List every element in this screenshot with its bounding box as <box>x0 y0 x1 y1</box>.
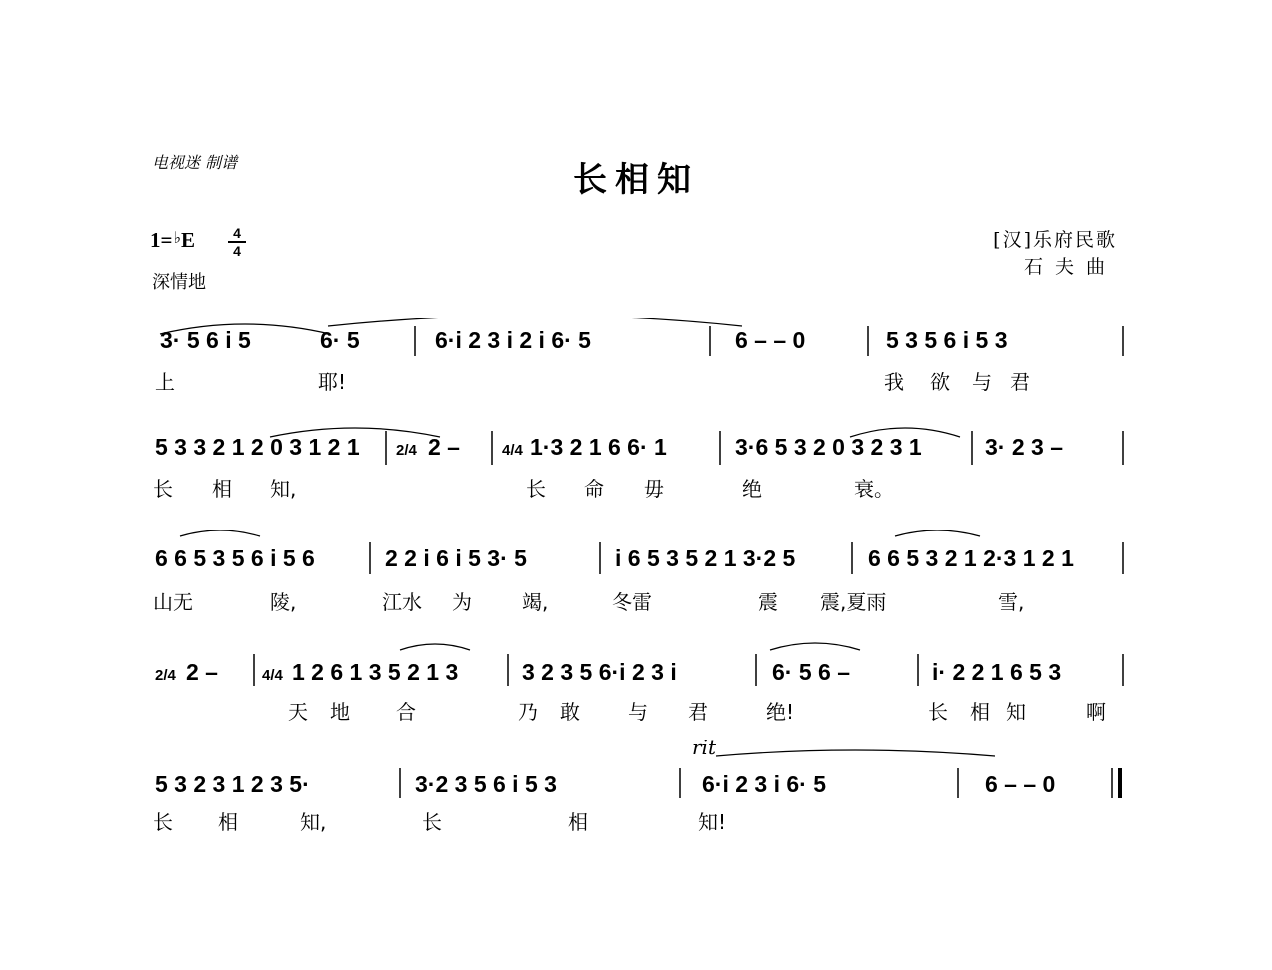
note-group: 3·6 5 3 2 0 3 2 3 1 <box>735 434 922 460</box>
note-group: 1 2 6 1 3 5 2 1 3 <box>292 659 459 685</box>
slur <box>328 318 742 326</box>
lyric: 竭, <box>522 590 549 614</box>
note-group: 6·i 2 3 i 2 i 6· 5 <box>435 327 591 353</box>
lyric: 与 <box>628 700 648 724</box>
notation-line <box>150 530 1125 578</box>
notation-svg-5 <box>150 740 1125 800</box>
lyric: 命 <box>584 477 604 501</box>
lyrics-line <box>150 806 1125 846</box>
staff-row-4 <box>150 640 1125 740</box>
time-change: 2/4 <box>155 667 176 684</box>
lyric: 相 <box>970 700 990 724</box>
lyric: 我 <box>884 370 904 394</box>
composer: 石夫曲 <box>1023 256 1117 278</box>
lyric: 地 <box>330 700 350 724</box>
note-group: 3 2 3 5 6·i 2 3 i <box>522 659 677 685</box>
slur <box>400 644 470 650</box>
lyric: 天 <box>288 700 308 724</box>
slur <box>895 530 980 536</box>
rit-mark: rit <box>692 740 716 759</box>
transcriber-credit: 电视迷 制谱 <box>152 153 238 172</box>
lyric: 江水 <box>382 590 422 614</box>
note-group: i 6 5 3 5 2 1 3·2 5 <box>615 545 796 571</box>
lyric: 震,夏雨 <box>820 590 887 614</box>
lyric: 雪, <box>998 590 1025 614</box>
lyric: 上 <box>155 370 175 394</box>
note-group: 3· 2 3 – <box>985 434 1063 460</box>
lyric: 绝! <box>766 700 795 724</box>
note-group: 6· 5 <box>320 327 360 353</box>
key-prefix: 1= <box>150 228 173 252</box>
note-group: 6· 5 6 – <box>772 659 850 685</box>
lyrics-line <box>150 586 1125 626</box>
note-group: 5 3 5 6 i 5 3 <box>886 327 1008 353</box>
note-group: 1·3 2 1 6 6· 1 <box>530 434 667 460</box>
lyric: 知! <box>698 810 727 834</box>
lyric: 长 <box>153 477 173 501</box>
lyric: 知 <box>1006 700 1026 724</box>
time-bottom: 4 <box>233 243 241 259</box>
lyric: 君 <box>1010 370 1030 394</box>
note-group: 2 – <box>428 434 460 460</box>
note-group: 5 3 3 2 1 2 0 3 1 2 1 <box>155 434 360 460</box>
lyric: 啊 <box>1086 700 1106 724</box>
note-group: 2 – <box>186 659 218 685</box>
slur <box>716 750 995 756</box>
lyric: 相 <box>218 810 238 834</box>
time-top: 4 <box>233 225 241 241</box>
lyric: 冬雷 <box>612 590 652 614</box>
lyric: 合 <box>396 700 416 724</box>
lyric: 长 <box>422 810 442 834</box>
slur <box>770 643 860 650</box>
key-note: E <box>181 228 196 252</box>
note-group: 3· 5 6 i 5 <box>160 327 251 353</box>
time-change: 2/4 <box>396 442 417 459</box>
lyrics-line <box>150 366 1125 406</box>
notation-line <box>150 318 1125 366</box>
staff-row-2 <box>150 425 1125 525</box>
notation-svg-3 <box>150 530 1125 578</box>
note-group: 5 3 2 3 1 2 3 5· <box>155 771 310 797</box>
note-group: 6·i 2 3 i 6· 5 <box>702 771 827 797</box>
time-change: 4/4 <box>262 667 283 684</box>
slur <box>180 530 260 536</box>
flat-sign: ♭ <box>173 230 182 247</box>
lyricist: [汉]乐府民歌 <box>993 229 1117 251</box>
lyric: 长 <box>928 700 948 724</box>
lyric: 长 <box>153 810 173 834</box>
lyric: 毋 <box>644 477 664 501</box>
lyrics-line <box>150 473 1125 513</box>
staff-row-1 <box>150 318 1125 418</box>
staff-row-3 <box>150 530 1125 630</box>
lyric: 陵, <box>270 590 297 614</box>
lyric: 相 <box>568 810 588 834</box>
lyric: 耶! <box>318 370 347 394</box>
lyric: 震 <box>758 590 778 614</box>
lyric: 为 <box>452 590 472 614</box>
notation-line <box>150 740 1125 797</box>
lyrics-line <box>150 696 1125 736</box>
note-group: 6 – – 0 <box>985 771 1056 797</box>
note-group: 6 6 5 3 5 6 i 5 6 <box>155 545 315 571</box>
notation-svg-4 <box>150 640 1125 688</box>
note-group: i· 2 2 1 6 5 3 <box>932 659 1062 685</box>
lyric: 山无 <box>153 590 193 614</box>
key-signature <box>150 228 195 253</box>
note-group: 3·2 3 5 6 i 5 3 <box>415 771 557 797</box>
note-group: 6 – – 0 <box>735 327 806 353</box>
expression-mark: 深情地 <box>152 272 206 293</box>
notation-svg-1 <box>150 318 1125 366</box>
song-title: 长相知 <box>573 160 699 200</box>
lyric: 长 <box>526 477 546 501</box>
time-signature <box>228 226 246 258</box>
lyric: 君 <box>688 700 708 724</box>
notation-line <box>150 425 1125 473</box>
time-change: 4/4 <box>502 442 523 459</box>
lyric: 知, <box>270 477 297 501</box>
note-group: 6 6 5 3 2 1 2·3 1 2 1 <box>868 545 1074 571</box>
lyric: 乃 <box>518 700 538 724</box>
lyric: 敢 <box>560 700 580 724</box>
lyric: 相 <box>212 477 232 501</box>
staff-row-5 <box>150 740 1125 840</box>
note-group: 2 2 i 6 i 5 3· 5 <box>385 545 527 571</box>
lyric: 衰。 <box>854 477 894 501</box>
lyric: 欲 <box>930 370 950 394</box>
notation-svg-2 <box>150 425 1125 473</box>
lyric: 知, <box>300 810 327 834</box>
lyric: 绝 <box>742 477 762 501</box>
lyric: 与 <box>972 370 992 394</box>
notation-line <box>150 640 1125 688</box>
